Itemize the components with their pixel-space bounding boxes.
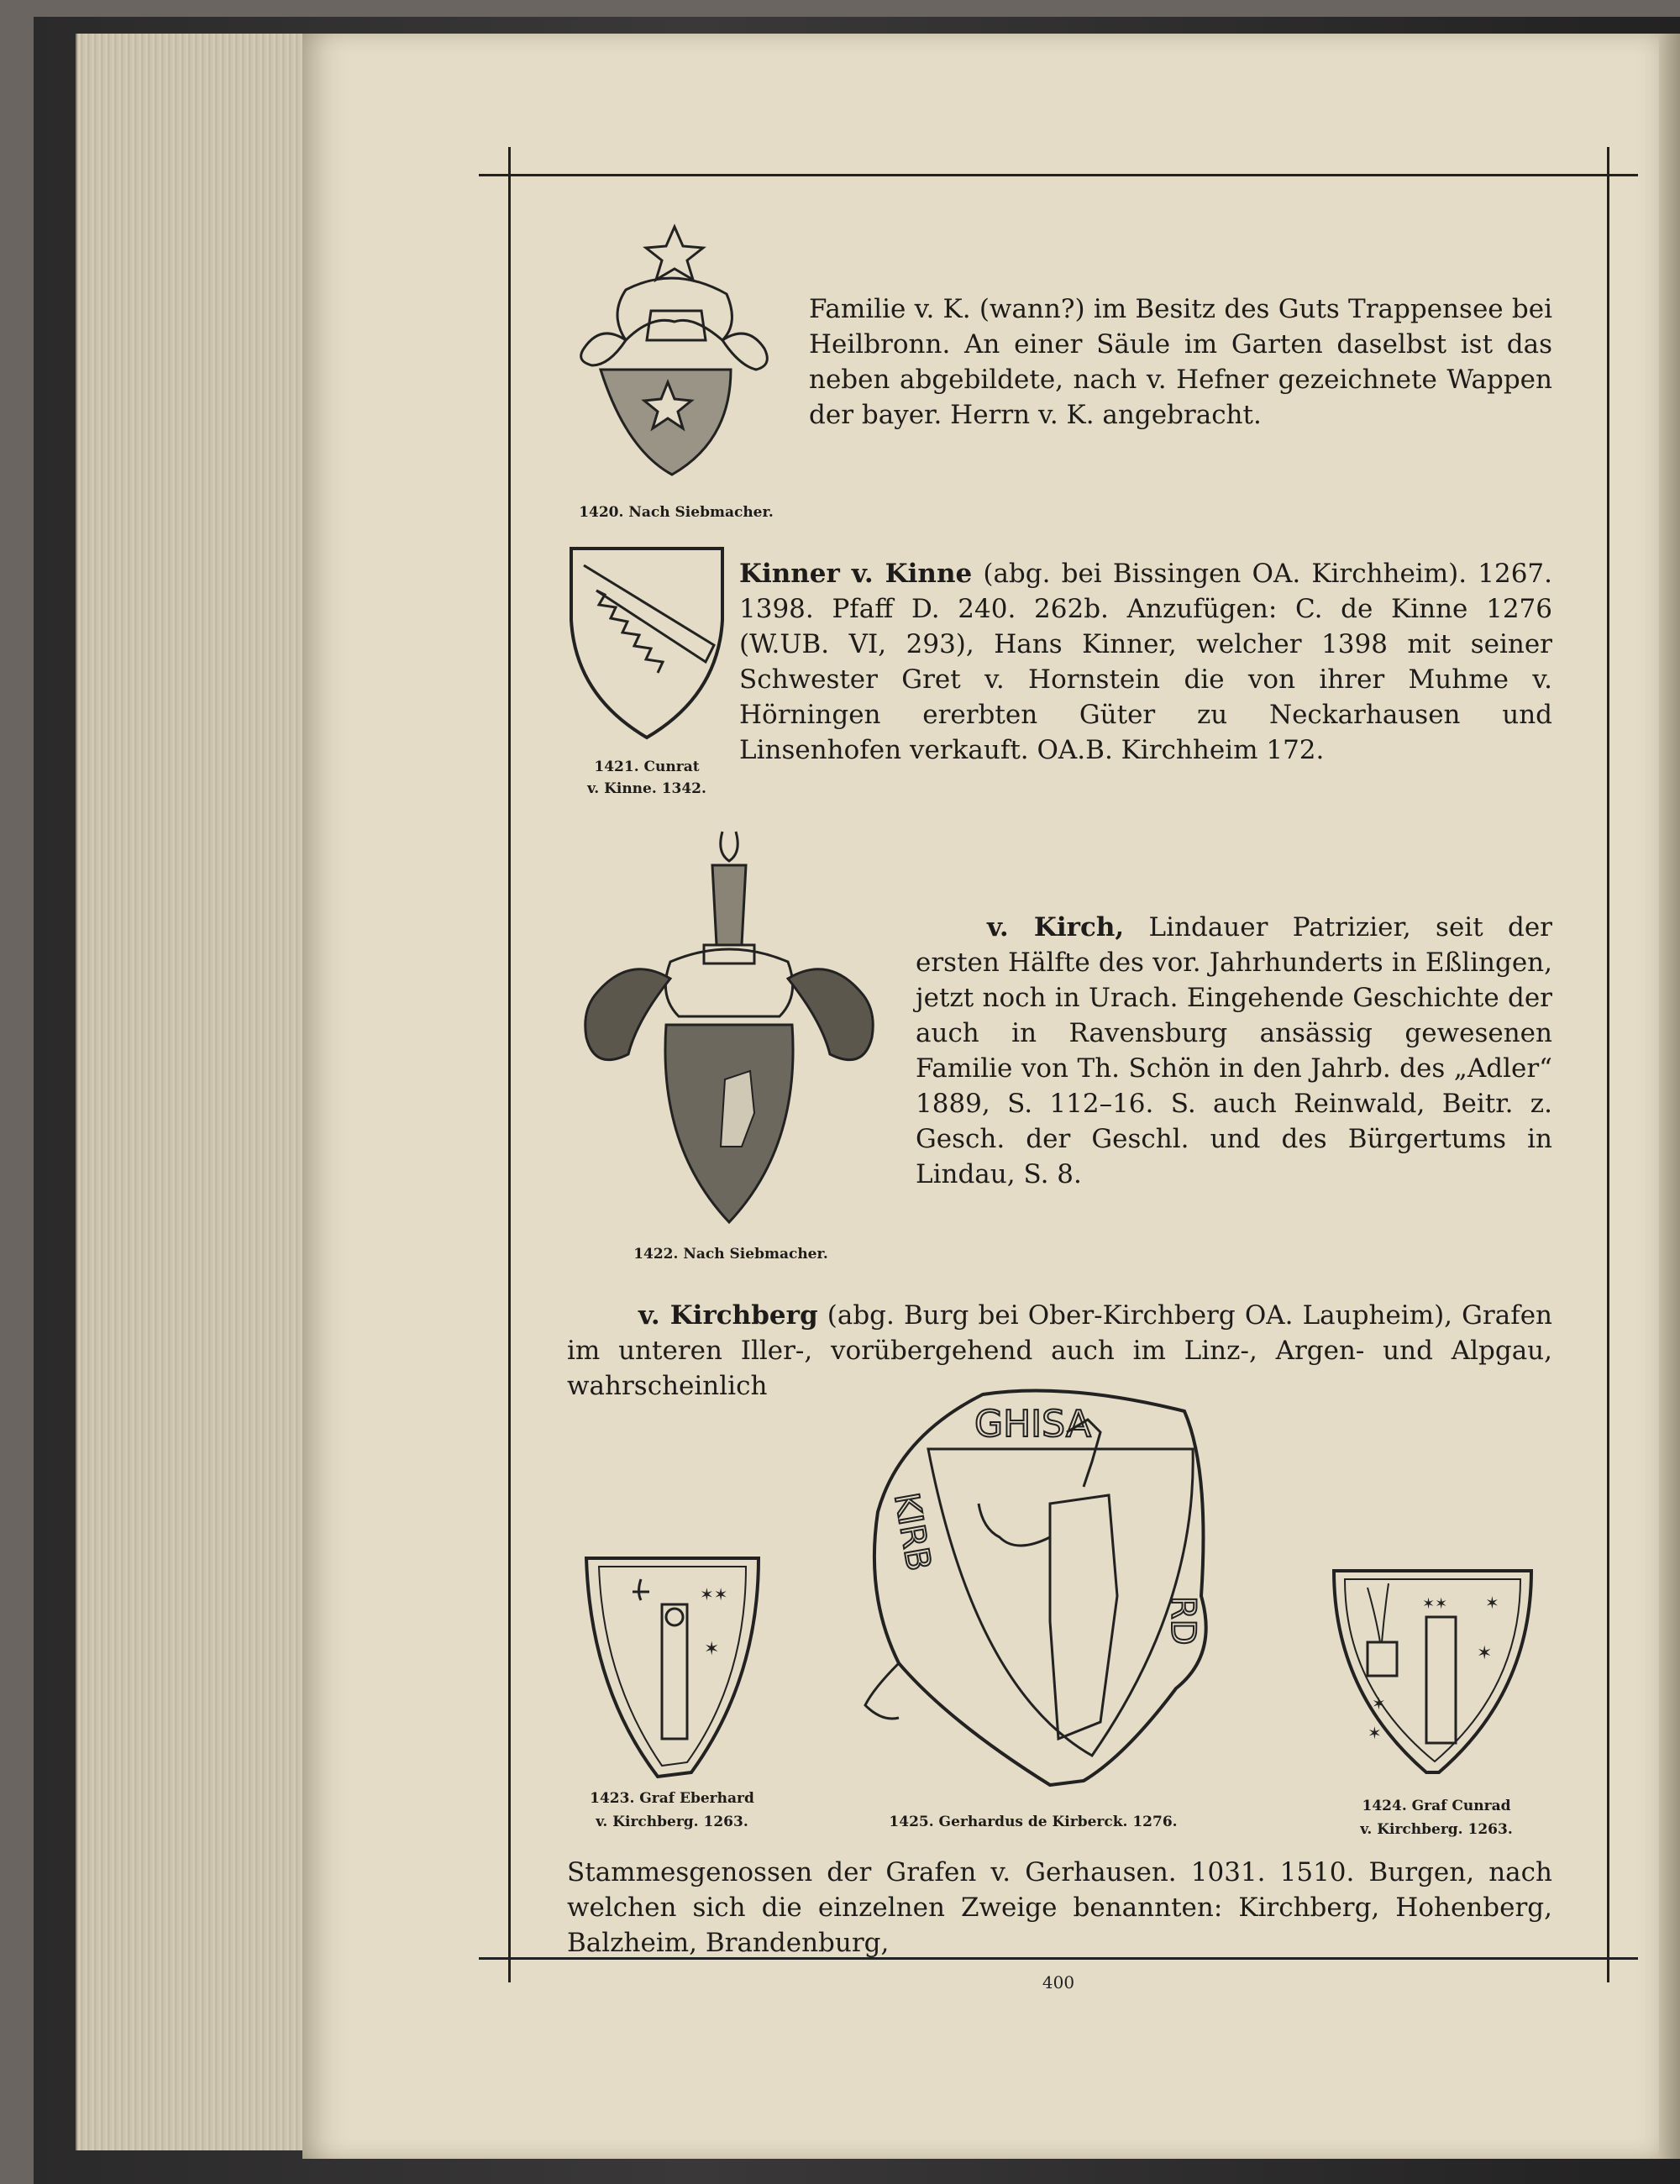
frame-right-rule: [1607, 147, 1609, 1982]
frame-top-rule: [479, 174, 1638, 176]
seal-1423-figure: [582, 1554, 763, 1781]
svg-text:✶✶: ✶✶: [1422, 1595, 1448, 1613]
svg-text:✶: ✶: [1368, 1723, 1382, 1743]
svg-text:✶: ✶: [704, 1639, 720, 1660]
svg-text:✶: ✶: [1477, 1643, 1493, 1664]
entry-kinner-text: [739, 556, 1552, 768]
coat-of-arms-1420-figure: [567, 223, 781, 496]
entry-kirch-body: Lindauer Patrizier, seit der ersten Hälfte des vor. Jahrhunderts in Eßlingen, jetzt noch in Urach. Eingehende Geschichte der auch in Ravensburg ansässig gewesenen Familie von Th. Schön in den Jahrb. des „Adler“ 1889, S. 112–16. S. auch Reinwald, Beitr. z. Gesch. der Geschl. und des Bürgertums in Lindau, S. 8.: [916, 912, 1552, 1189]
svg-text:✶: ✶: [1372, 1693, 1386, 1714]
seal-1424-figure: [1330, 1567, 1536, 1777]
figure-1421-caption-line2: v. Kinne. 1342.: [587, 780, 706, 797]
figure-1420-caption: 1420. Nach Siebmacher.: [579, 504, 774, 521]
figure-1423-caption-line1: 1423. Graf Eberhard: [590, 1790, 754, 1807]
svg-text:✶: ✶: [1485, 1593, 1499, 1613]
seal-1425-figure: [848, 1386, 1226, 1789]
page-right-edge: [1659, 34, 1680, 2159]
seal-letters-top: GHISA: [974, 1403, 1092, 1446]
entry-kirch-text: [916, 910, 1552, 1192]
figure-1424-caption-line2: v. Kirchberg. 1263.: [1360, 1821, 1513, 1838]
entry-kirchberg-continuation: Stammesgenossen der Grafen v. Gerhausen. 1031. 1510. Burgen, nach welchen sich die einzelnen Zweige benannten: Kirchberg, Hohenberg, Balzheim, Brandenburg,: [567, 1857, 1552, 1958]
figure-1422-caption: 1422. Nach Siebmacher.: [633, 1246, 828, 1263]
figure-1423-caption-line2: v. Kirchberg. 1263.: [596, 1814, 748, 1830]
page-number: 400: [1042, 1972, 1075, 1992]
svg-text:✶✶: ✶✶: [700, 1584, 728, 1604]
figure-1421-caption-line1: 1421. Cunrat: [594, 759, 700, 775]
page-stack-edge: [76, 34, 312, 2150]
entry-kirchberg-heading: v. Kirchberg: [638, 1300, 818, 1331]
coat-of-arms-1422-figure: [578, 827, 880, 1231]
coat-of-arms-1421-figure: [567, 544, 727, 742]
figure-1424-caption-line1: 1424. Graf Cunrad: [1362, 1798, 1511, 1814]
seal-letters-left: KIRB: [886, 1489, 938, 1574]
figure-1425-caption: 1425. Gerhardus de Kirberck. 1276.: [889, 1814, 1178, 1830]
seal-letters-right: RD: [1163, 1596, 1202, 1646]
frame-left-rule: [508, 147, 511, 1982]
entry-kirchberg-body: (abg. Burg bei Ober-Kirchberg OA. Laupheim), Grafen im unteren Iller-, vorübergehend auch im Linz-, Argen- und Alpgau, wahrscheinlich: [567, 1300, 1552, 1401]
entry-kinner-body: (abg. bei Bissingen OA. Kirchheim). 1267. 1398. Pfaff D. 240. 262b. Anzufügen: C. de Kinne 1276 (W.UB. VI, 293), Hans Kinner, welcher 1398 mit seiner Schwester Gret v. Hornstein die von ihrer Muhme v. Hörningen ererbten Güter zu Neckarhausen und Linsenhofen verkauft. OA.B. Kirchheim 172.: [739, 559, 1552, 765]
entry-kinner-heading: Kinner v. Kinne: [739, 559, 973, 589]
entry-kirch-heading: v. Kirch,: [987, 912, 1125, 942]
entry-kirchen-family-text: Familie v. K. (wann?) im Besitz des Guts Trappensee bei Heilbronn. An einer Säule im Garten daselbst ist das neben abgebildete, nach v. Hefner gezeichnete Wappen der bayer. Herrn v. K. angebracht.: [809, 294, 1552, 430]
